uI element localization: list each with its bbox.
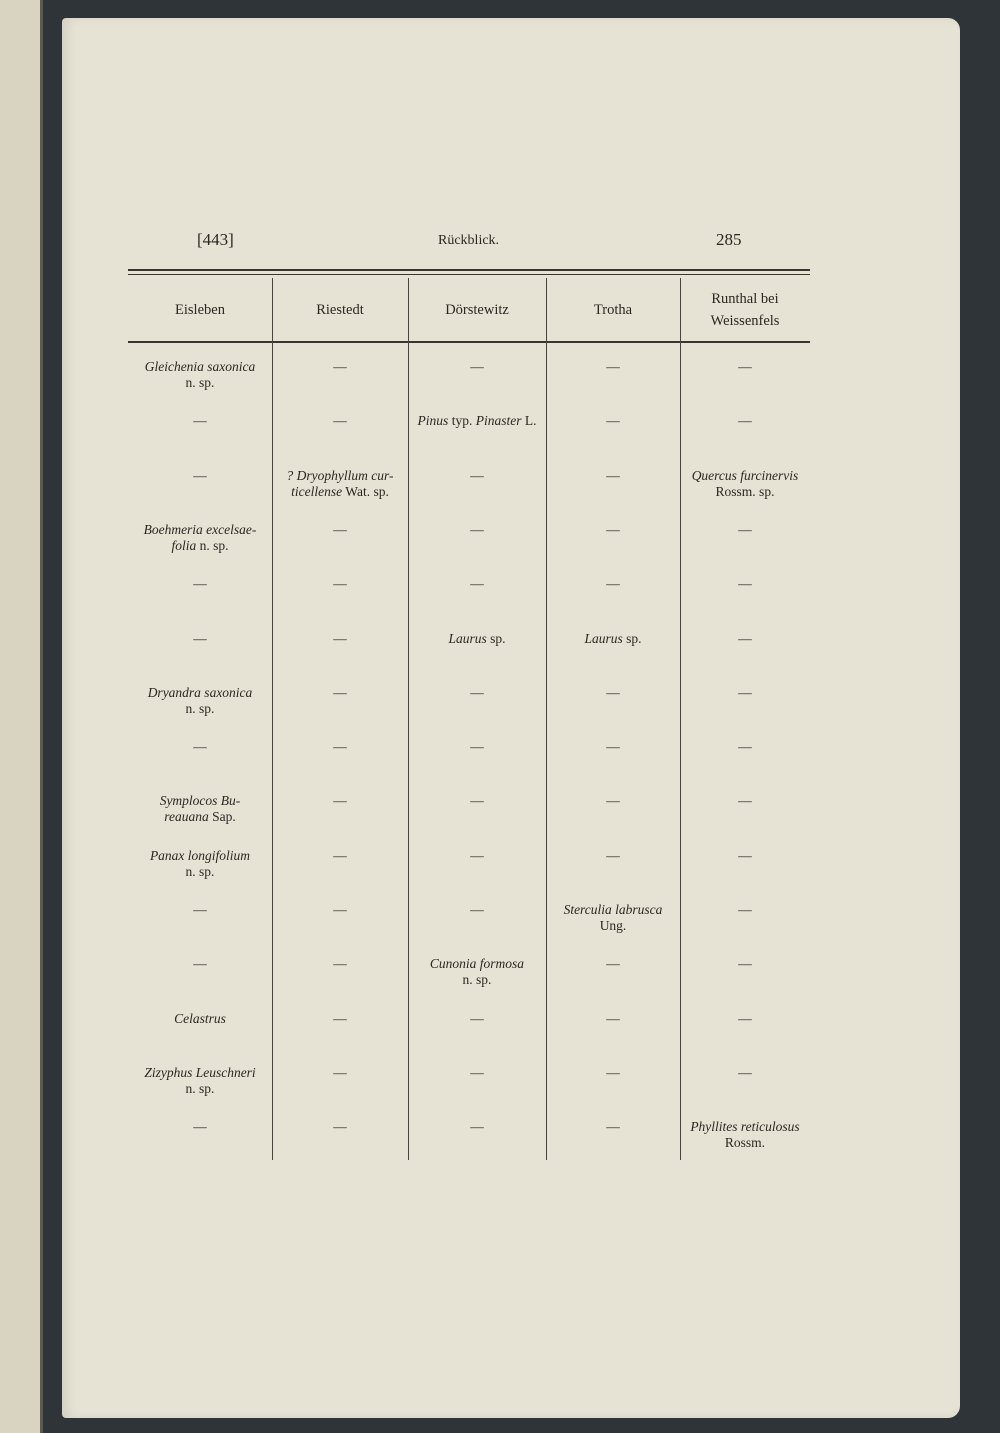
table-cell: — (470, 847, 484, 863)
table-cell: — (606, 684, 620, 700)
table-cell (128, 793, 272, 825)
table-cell: — (470, 359, 484, 374)
cell-line (128, 809, 272, 825)
table-cell: — (606, 413, 620, 429)
table-cell (680, 468, 810, 500)
table-cell (546, 631, 680, 647)
authority-text: Sap. (208, 809, 236, 825)
table-cell: — (470, 521, 484, 537)
table-cell: — (606, 1010, 620, 1026)
table-top-rule (128, 269, 810, 271)
authority-text: Rossm. sp. (715, 483, 775, 499)
authority-text: Rossm. (724, 1135, 766, 1151)
column-header (680, 278, 810, 342)
cell-line (408, 972, 546, 988)
running-title: Rückblick. (438, 233, 500, 248)
table-cell: — (738, 359, 752, 374)
authority-text: n. sp. (462, 972, 492, 988)
table-cell: — (606, 467, 620, 483)
table-cell: — (333, 576, 347, 592)
table-cell (128, 1011, 272, 1027)
table-cell: — (333, 1010, 347, 1026)
table-cell: — (738, 1064, 752, 1080)
table-top-rule-thin (128, 274, 810, 275)
table-cell: — (193, 467, 207, 483)
bracket-page-number: [443] (197, 230, 234, 249)
table-cell: — (333, 413, 347, 429)
taxon-name: ? Dryophyllum cur- (286, 467, 394, 483)
taxon-name: ticellense (291, 483, 343, 499)
table-cell: — (193, 739, 207, 755)
table-cell: — (333, 793, 347, 809)
table-cell: — (606, 521, 620, 537)
authority-text: typ. (448, 413, 476, 429)
table-cell: — (470, 793, 484, 809)
table-cell: — (606, 1064, 620, 1080)
column-header (128, 278, 272, 342)
table-cell: — (193, 413, 207, 429)
table-cell (680, 1119, 810, 1151)
column-header (546, 278, 680, 342)
authority-text: n. sp. (185, 375, 215, 390)
table-cell: — (333, 521, 347, 537)
cell-line (128, 522, 272, 538)
column-header-label: Eisleben (175, 302, 225, 318)
table-cell: — (333, 630, 347, 646)
authority-text: Ung. (599, 918, 627, 933)
column-header (272, 278, 408, 342)
table-cell (408, 631, 546, 647)
cell-line (128, 1011, 272, 1027)
taxon-name: Pinaster (475, 413, 522, 429)
table-cell: — (738, 739, 752, 755)
cell-line (128, 848, 272, 864)
table-cell: — (738, 413, 752, 429)
cell-line (408, 631, 546, 647)
table-cell: — (606, 847, 620, 863)
page-number: 285 (716, 230, 742, 249)
cell-line (408, 956, 546, 972)
table-cell: — (470, 1010, 484, 1026)
column-header (408, 278, 546, 342)
cell-line (680, 1119, 810, 1135)
table-cell: — (193, 956, 207, 972)
taxon-name: Celastrus (174, 1010, 226, 1026)
taxon-name: Cunonia formosa (429, 956, 525, 972)
table-cell: — (606, 359, 620, 374)
taxon-name: Gleichenia saxonica (144, 359, 256, 374)
table-cell (128, 359, 272, 391)
taxon-name: reauana (164, 809, 209, 825)
table-cell: — (333, 684, 347, 700)
taxon-name: folia (171, 537, 197, 553)
cell-line (128, 1081, 272, 1097)
cell-line (128, 359, 272, 375)
table-cell: — (738, 1010, 752, 1026)
cell-line (128, 1065, 272, 1081)
column-divider (546, 278, 547, 1160)
table-cell (128, 848, 272, 880)
table-cell: — (606, 576, 620, 592)
table-cell (546, 902, 680, 934)
authority-text: sp. (486, 630, 506, 646)
authority-text: n. sp. (185, 863, 215, 879)
table-cell: — (470, 1119, 484, 1135)
table-cell: — (738, 902, 752, 917)
table-cell: — (470, 902, 484, 917)
table-cell: — (606, 793, 620, 809)
column-header-label: Trotha (593, 302, 633, 318)
cell-line (680, 1135, 810, 1151)
authority-text: sp. (622, 630, 642, 646)
table-cell: — (606, 739, 620, 755)
table-cell: — (333, 739, 347, 755)
taxon-name: Pinus (417, 413, 449, 429)
taxon-name: Laurus (584, 630, 623, 646)
cell-line (128, 538, 272, 554)
table-cell: — (333, 902, 347, 917)
taxon-name: Panax longifolium (149, 847, 251, 863)
table-cell (128, 1065, 272, 1097)
taxon-name: Phyllites reticulosus (690, 1119, 800, 1135)
table-cell (408, 956, 546, 988)
table-cell: — (470, 739, 484, 755)
authority-text: n. sp. (185, 700, 215, 716)
cell-line (546, 902, 680, 918)
column-divider (272, 278, 273, 1160)
cell-line (272, 484, 408, 500)
column-header-label: Riestedt (316, 302, 364, 318)
cell-line (546, 631, 680, 647)
table-cell: — (333, 1064, 347, 1080)
table-cell: — (738, 847, 752, 863)
table-cell: — (738, 793, 752, 809)
table-cell: — (193, 576, 207, 592)
table-cell: — (470, 684, 484, 700)
column-header-label: Runthal bei Weissenfels (710, 291, 780, 329)
table-cell: — (193, 902, 207, 917)
table-cell: — (738, 521, 752, 537)
taxon-name: Zizyphus Leuschneri (144, 1064, 256, 1080)
table-cell: — (738, 630, 752, 646)
table-cell (408, 413, 546, 429)
facing-page-edge (0, 0, 43, 1433)
table-cell: — (333, 1119, 347, 1135)
table-cell: — (606, 956, 620, 972)
column-divider (408, 278, 409, 1160)
cell-line (128, 793, 272, 809)
table-cell: — (606, 1119, 620, 1135)
table-cell: — (193, 630, 207, 646)
table-cell: — (470, 467, 484, 483)
table-cell (128, 522, 272, 554)
cell-line (272, 468, 408, 484)
column-header-label: Dörstewitz (445, 302, 509, 318)
table-cell: — (470, 576, 484, 592)
taxon-name: Boehmeria excelsae- (143, 521, 257, 537)
cell-line (546, 918, 680, 934)
taxon-name: Sterculia labrusca (563, 902, 663, 917)
authority-text: L. (521, 413, 537, 429)
table-cell (272, 468, 408, 500)
authority-text: n. sp. (196, 537, 229, 553)
table-cell: — (738, 576, 752, 592)
taxon-name: Dryandra saxonica (147, 684, 253, 700)
taxon-name: Symplocos Bu- (159, 793, 241, 809)
taxon-name: Quercus furcinervis (691, 467, 799, 483)
table-cell: — (738, 684, 752, 700)
column-divider (680, 278, 681, 1160)
cell-line (680, 484, 810, 500)
table-cell: — (193, 1119, 207, 1135)
taxon-name: Laurus (448, 630, 487, 646)
cell-line (408, 413, 546, 429)
table-cell: — (738, 956, 752, 972)
table-cell: — (333, 956, 347, 972)
authority-text: Wat. sp. (342, 483, 389, 499)
cell-line (128, 685, 272, 701)
table-cell: — (333, 359, 347, 374)
cell-line (128, 375, 272, 391)
cell-line (680, 468, 810, 484)
book-page (62, 18, 960, 1418)
cell-line (128, 864, 272, 880)
table-cell: — (470, 1064, 484, 1080)
cell-line (128, 701, 272, 717)
authority-text: n. sp. (185, 1080, 215, 1096)
table-cell: — (333, 847, 347, 863)
table-cell (128, 685, 272, 717)
